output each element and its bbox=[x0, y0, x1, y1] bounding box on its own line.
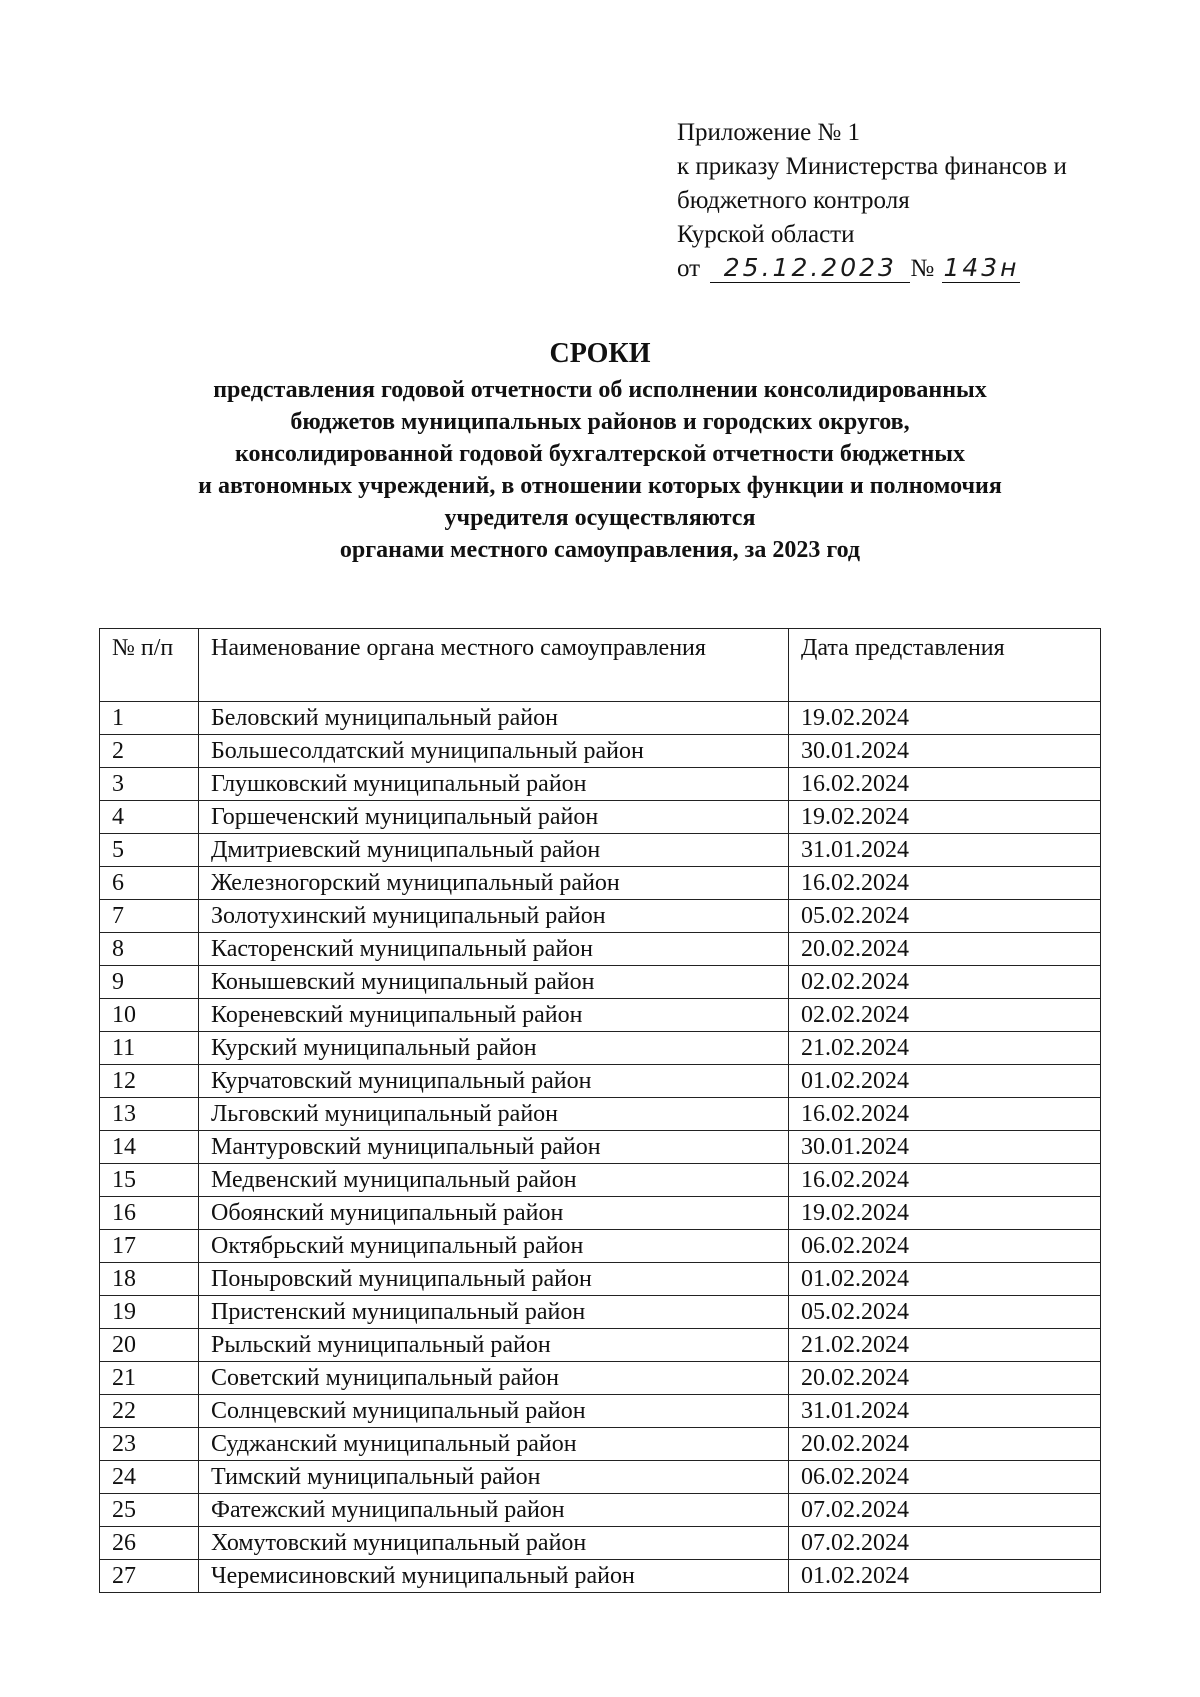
row-name: Золотухинский муниципальный район bbox=[199, 900, 789, 933]
table-row bbox=[100, 1098, 1101, 1131]
row-date: 20.02.2024 bbox=[789, 1362, 1101, 1395]
row-name: Курчатовский муниципальный район bbox=[199, 1065, 789, 1098]
row-number: 25 bbox=[100, 1494, 199, 1527]
row-number: 7 bbox=[100, 900, 199, 933]
row-number: 11 bbox=[100, 1032, 199, 1065]
table-row bbox=[100, 1032, 1101, 1065]
header-date: Дата представления bbox=[789, 629, 1101, 702]
row-date: 19.02.2024 bbox=[789, 1197, 1101, 1230]
row-date: 01.02.2024 bbox=[789, 1065, 1101, 1098]
row-name: Мантуровский муниципальный район bbox=[199, 1131, 789, 1164]
row-date: 16.02.2024 bbox=[789, 867, 1101, 900]
table-row bbox=[100, 1560, 1101, 1593]
row-number: 15 bbox=[100, 1164, 199, 1197]
row-number: 21 bbox=[100, 1362, 199, 1395]
from-label: от bbox=[677, 255, 701, 282]
row-number: 2 bbox=[100, 735, 199, 768]
table-row bbox=[100, 1428, 1101, 1461]
row-date: 06.02.2024 bbox=[789, 1230, 1101, 1263]
row-number: 23 bbox=[100, 1428, 199, 1461]
appendix-block bbox=[677, 116, 1147, 286]
row-name: Фатежский муниципальный район bbox=[199, 1494, 789, 1527]
table-row bbox=[100, 1362, 1101, 1395]
row-number: 6 bbox=[100, 867, 199, 900]
row-number: 1 bbox=[100, 702, 199, 735]
row-number: 9 bbox=[100, 966, 199, 999]
row-name: Хомутовский муниципальный район bbox=[199, 1527, 789, 1560]
row-name: Рыльский муниципальный район bbox=[199, 1329, 789, 1362]
table-row bbox=[100, 1395, 1101, 1428]
row-number: 16 bbox=[100, 1197, 199, 1230]
appendix-order-ref: к приказу Министерства финансов и bbox=[677, 153, 1067, 180]
order-date-number bbox=[677, 252, 1147, 286]
table-row bbox=[100, 735, 1101, 768]
row-date: 01.02.2024 bbox=[789, 1263, 1101, 1296]
table-header-row bbox=[100, 629, 1101, 702]
row-date: 31.01.2024 bbox=[789, 834, 1101, 867]
table-row bbox=[100, 1131, 1101, 1164]
row-date: 16.02.2024 bbox=[789, 1098, 1101, 1131]
row-name: Обоянский муниципальный район bbox=[199, 1197, 789, 1230]
row-name: Суджанский муниципальный район bbox=[199, 1428, 789, 1461]
row-name: Медвенский муниципальный район bbox=[199, 1164, 789, 1197]
row-name: Пристенский муниципальный район bbox=[199, 1296, 789, 1329]
row-date: 07.02.2024 bbox=[789, 1494, 1101, 1527]
row-name: Октябрьский муниципальный район bbox=[199, 1230, 789, 1263]
table-row bbox=[100, 1065, 1101, 1098]
row-number: 5 bbox=[100, 834, 199, 867]
row-date: 19.02.2024 bbox=[789, 702, 1101, 735]
row-number: 13 bbox=[100, 1098, 199, 1131]
row-date: 16.02.2024 bbox=[789, 1164, 1101, 1197]
row-date: 05.02.2024 bbox=[789, 1296, 1101, 1329]
row-name: Горшеченский муниципальный район bbox=[199, 801, 789, 834]
row-number: 18 bbox=[100, 1263, 199, 1296]
appendix-ministry: бюджетного контроля bbox=[677, 187, 910, 214]
row-name: Беловский муниципальный район bbox=[199, 702, 789, 735]
appendix-title: Приложение № 1 bbox=[677, 119, 861, 146]
row-date: 05.02.2024 bbox=[789, 900, 1101, 933]
table-body bbox=[100, 702, 1101, 1593]
row-date: 30.01.2024 bbox=[789, 735, 1101, 768]
row-number: 12 bbox=[100, 1065, 199, 1098]
row-number: 14 bbox=[100, 1131, 199, 1164]
order-number: 143н bbox=[943, 253, 1020, 282]
subtitle-line: представления годовой отчетности об исполнении консолидированных bbox=[213, 377, 987, 403]
appendix-region: Курской области bbox=[677, 221, 855, 248]
row-name: Курский муниципальный район bbox=[199, 1032, 789, 1065]
header-name: Наименование органа местного самоуправления bbox=[199, 629, 789, 702]
order-date: 25.12.2023 bbox=[710, 254, 910, 283]
row-number: 3 bbox=[100, 768, 199, 801]
row-date: 21.02.2024 bbox=[789, 1329, 1101, 1362]
number-label: № bbox=[910, 255, 935, 282]
subtitle-line: органами местного самоуправления, за 2023 год bbox=[339, 537, 861, 563]
table-row bbox=[100, 933, 1101, 966]
table-row bbox=[100, 801, 1101, 834]
row-number: 4 bbox=[100, 801, 199, 834]
row-date: 16.02.2024 bbox=[789, 768, 1101, 801]
table-row bbox=[100, 1461, 1101, 1494]
table-row bbox=[100, 999, 1101, 1032]
row-number: 10 bbox=[100, 999, 199, 1032]
table-row bbox=[100, 702, 1101, 735]
row-name: Дмитриевский муниципальный район bbox=[199, 834, 789, 867]
table-row bbox=[100, 1164, 1101, 1197]
row-number: 17 bbox=[100, 1230, 199, 1263]
row-number: 19 bbox=[100, 1296, 199, 1329]
row-name: Льговский муниципальный район bbox=[199, 1098, 789, 1131]
table-row bbox=[100, 834, 1101, 867]
table-row bbox=[100, 768, 1101, 801]
row-number: 27 bbox=[100, 1560, 199, 1593]
table-row bbox=[100, 867, 1101, 900]
row-name: Кореневский муниципальный район bbox=[199, 999, 789, 1032]
table-row bbox=[100, 1527, 1101, 1560]
row-number: 8 bbox=[100, 933, 199, 966]
subtitle-line: учредителя осуществляются bbox=[444, 505, 756, 531]
row-name: Большесолдатский муниципальный район bbox=[199, 735, 789, 768]
row-date: 02.02.2024 bbox=[789, 966, 1101, 999]
row-date: 20.02.2024 bbox=[789, 933, 1101, 966]
row-date: 07.02.2024 bbox=[789, 1527, 1101, 1560]
row-number: 20 bbox=[100, 1329, 199, 1362]
table-row bbox=[100, 1230, 1101, 1263]
row-number: 22 bbox=[100, 1395, 199, 1428]
header-number: № п/п bbox=[100, 629, 199, 702]
table-row bbox=[100, 1197, 1101, 1230]
row-name: Черемисиновский муниципальный район bbox=[199, 1560, 789, 1593]
subtitle-line: бюджетов муниципальных районов и городских округов, bbox=[290, 409, 910, 435]
row-date: 30.01.2024 bbox=[789, 1131, 1101, 1164]
row-date: 21.02.2024 bbox=[789, 1032, 1101, 1065]
table-row bbox=[100, 1494, 1101, 1527]
row-date: 31.01.2024 bbox=[789, 1395, 1101, 1428]
row-number: 26 bbox=[100, 1527, 199, 1560]
row-name: Конышевский муниципальный район bbox=[199, 966, 789, 999]
row-number: 24 bbox=[100, 1461, 199, 1494]
row-name: Тимский муниципальный район bbox=[199, 1461, 789, 1494]
title-main: СРОКИ bbox=[549, 338, 651, 369]
table-row bbox=[100, 1296, 1101, 1329]
row-name: Солнцевский муниципальный район bbox=[199, 1395, 789, 1428]
row-date: 01.02.2024 bbox=[789, 1560, 1101, 1593]
table-row bbox=[100, 1329, 1101, 1362]
row-name: Поныровский муниципальный район bbox=[199, 1263, 789, 1296]
subtitle-line: и автономных учреждений, в отношении которых функции и полномочия bbox=[198, 473, 1002, 499]
table-row bbox=[100, 1263, 1101, 1296]
row-name: Касторенский муниципальный район bbox=[199, 933, 789, 966]
row-name: Глушковский муниципальный район bbox=[199, 768, 789, 801]
table-row bbox=[100, 966, 1101, 999]
row-date: 20.02.2024 bbox=[789, 1428, 1101, 1461]
document-title bbox=[100, 336, 1100, 566]
subtitle-line: консолидированной годовой бухгалтерской отчетности бюджетных bbox=[234, 441, 966, 467]
table-row bbox=[100, 900, 1101, 933]
row-date: 02.02.2024 bbox=[789, 999, 1101, 1032]
deadlines-table bbox=[99, 628, 1101, 1593]
row-date: 06.02.2024 bbox=[789, 1461, 1101, 1494]
row-name: Советский муниципальный район bbox=[199, 1362, 789, 1395]
row-date: 19.02.2024 bbox=[789, 801, 1101, 834]
row-name: Железногорский муниципальный район bbox=[199, 867, 789, 900]
